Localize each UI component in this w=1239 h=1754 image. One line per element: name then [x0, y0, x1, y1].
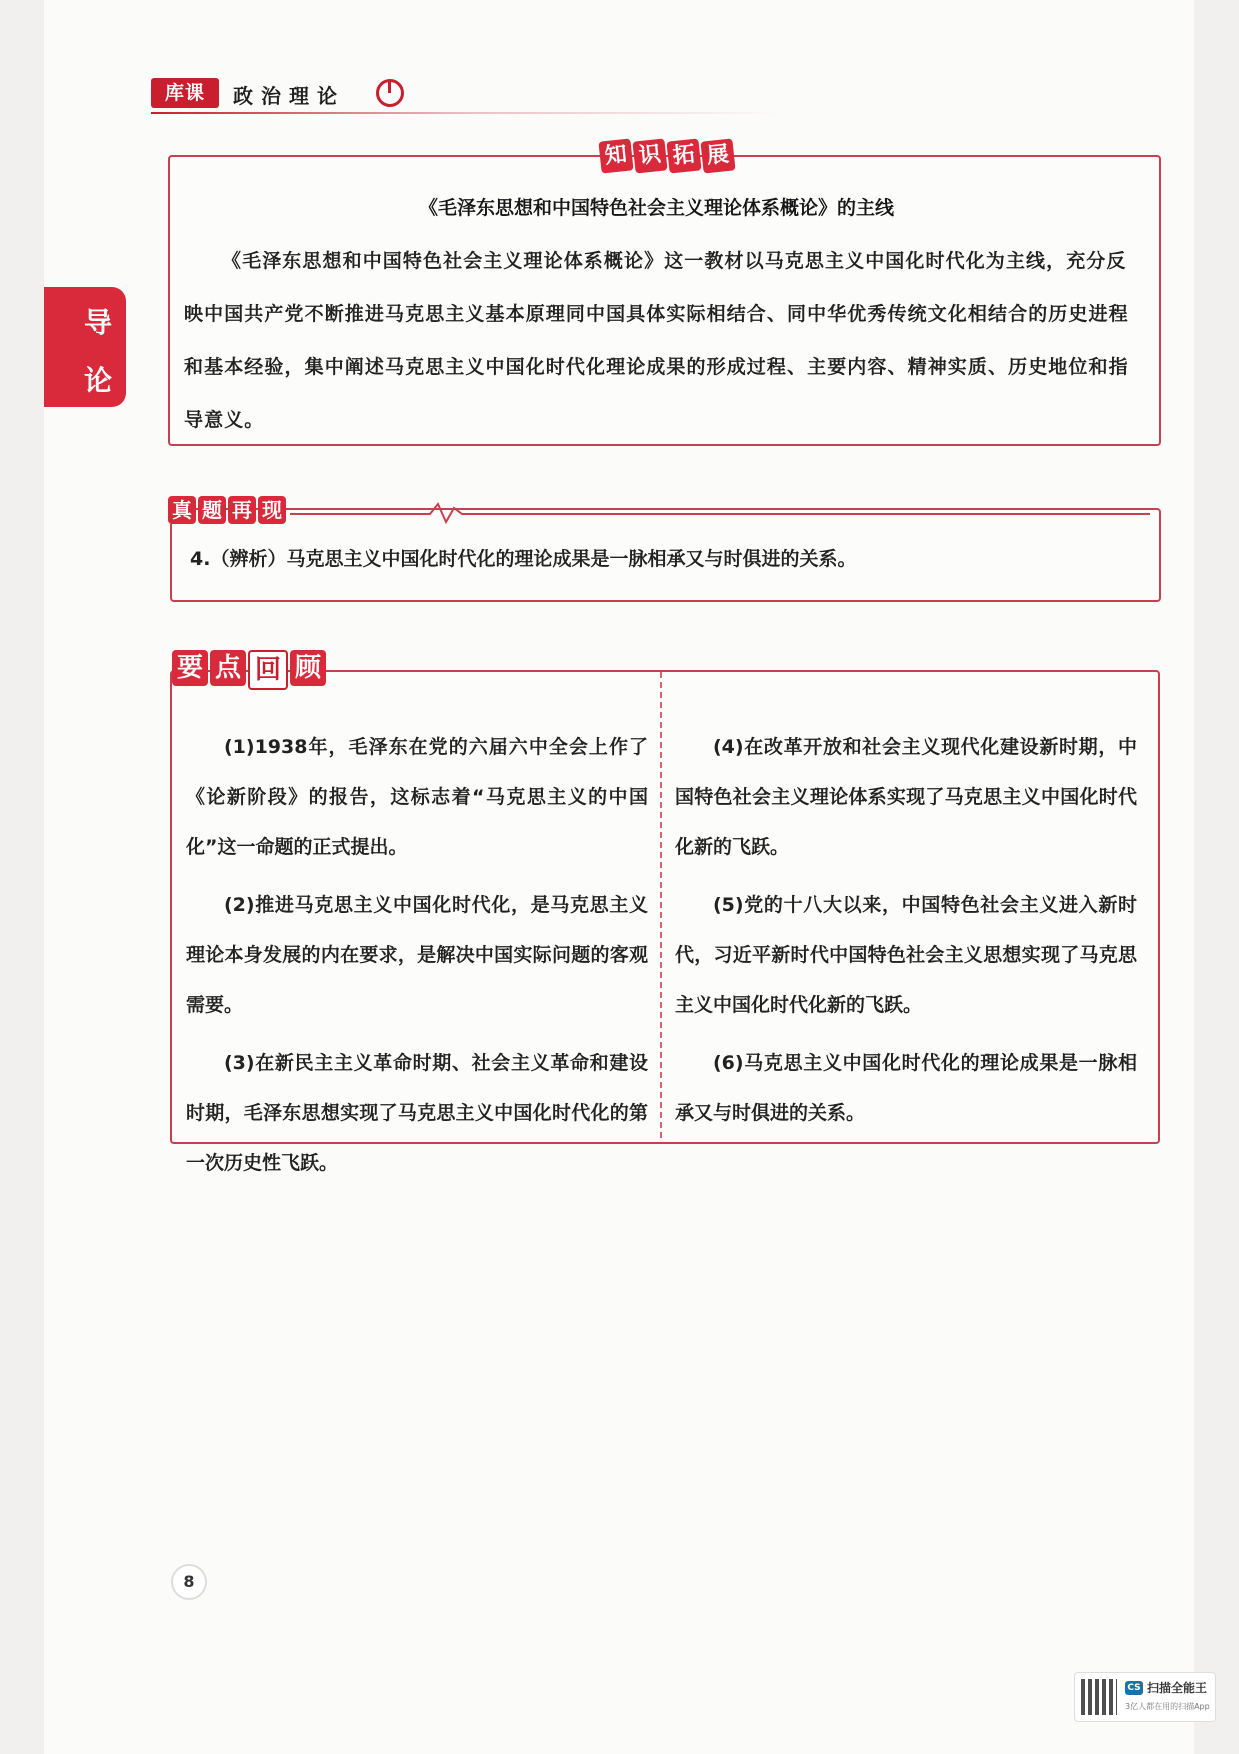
header-divider	[151, 112, 781, 114]
label-char: 要	[172, 650, 208, 686]
side-chapter-tab	[44, 287, 126, 407]
qr-code-icon	[1081, 1679, 1117, 1715]
camscanner-logo: CS	[1125, 1681, 1143, 1695]
watermark-subtitle: 3亿人都在用的扫描App	[1125, 1702, 1210, 1711]
knowledge-extension-box	[168, 155, 1161, 446]
brand-logo: 库课	[151, 78, 219, 108]
label-char: 回	[248, 650, 288, 690]
exam-question-label	[168, 496, 286, 524]
label-char: 点	[210, 650, 246, 686]
exam-question-text: 4.（辨析）马克思主义中国化时代化的理论成果是一脉相承又与时俱进的关系。	[190, 548, 857, 570]
side-tab-char-2: 论	[84, 364, 113, 397]
key-points-right-column	[675, 722, 1137, 1146]
knowledge-extension-label	[600, 140, 734, 172]
knowledge-title: 《毛泽东思想和中国特色社会主义理论体系概论》的主线	[418, 197, 894, 219]
power-icon	[376, 79, 404, 107]
header-title: 政治理论	[233, 84, 345, 108]
key-points-label	[172, 650, 326, 690]
key-point-3: (3)在新民主主义革命时期、社会主义革命和建设时期，毛泽东思想实现了马克思主义中国化时代化的第一次历史性飞跃。	[186, 1052, 648, 1174]
label-char: 拓	[666, 138, 701, 173]
label-char: 再	[228, 496, 256, 524]
key-point-6: (6)马克思主义中国化时代化的理论成果是一脉相承又与时俱进的关系。	[675, 1052, 1137, 1124]
side-tab-char-1: 导	[84, 306, 113, 339]
label-char: 顾	[290, 650, 326, 686]
key-points-box	[170, 670, 1160, 1174]
label-char: 现	[258, 496, 286, 524]
key-points-left-column	[186, 722, 648, 1196]
key-point-2: (2)推进马克思主义中国化时代化，是马克思主义理论本身发展的内在要求，是解决中国实际问题的客观需要。	[186, 894, 648, 1016]
zigzag-decoration	[290, 500, 1150, 524]
knowledge-body: 《毛泽东思想和中国特色社会主义理论体系概论》这一教材以马克思主义中国化时代化为主线，充分反映中国共产党不断推进马克思主义基本原理同中国具体实际相结合、同中华优秀传统文化相结合的历史进程和基本经验，集中阐述马克思主义中国化时代化理论成果的形成过程、主要内容、精神实质、历史地位和指导意义。	[184, 250, 1129, 431]
key-point-4: (4)在改革开放和社会主义现代化建设新时期，中国特色社会主义理论体系实现了马克思主义中国化时代化新的飞跃。	[675, 736, 1137, 858]
scanner-watermark	[1074, 1672, 1216, 1722]
label-char: 识	[632, 138, 667, 173]
label-char: 展	[700, 138, 735, 173]
label-char: 真	[168, 496, 196, 524]
watermark-name: 扫描全能王	[1147, 1681, 1208, 1695]
key-point-5: (5)党的十八大以来，中国特色社会主义进入新时代，习近平新时代中国特色社会主义思想实现了马克思主义中国化时代化新的飞跃。	[675, 894, 1137, 1016]
page-number: 8	[171, 1564, 207, 1600]
label-char: 题	[198, 496, 226, 524]
column-divider	[660, 672, 662, 1138]
label-char: 知	[598, 138, 633, 173]
key-point-1: (1)1938年，毛泽东在党的六届六中全会上作了《论新阶段》的报告，这标志着“马克思主义的中国化”这一命题的正式提出。	[186, 736, 648, 858]
